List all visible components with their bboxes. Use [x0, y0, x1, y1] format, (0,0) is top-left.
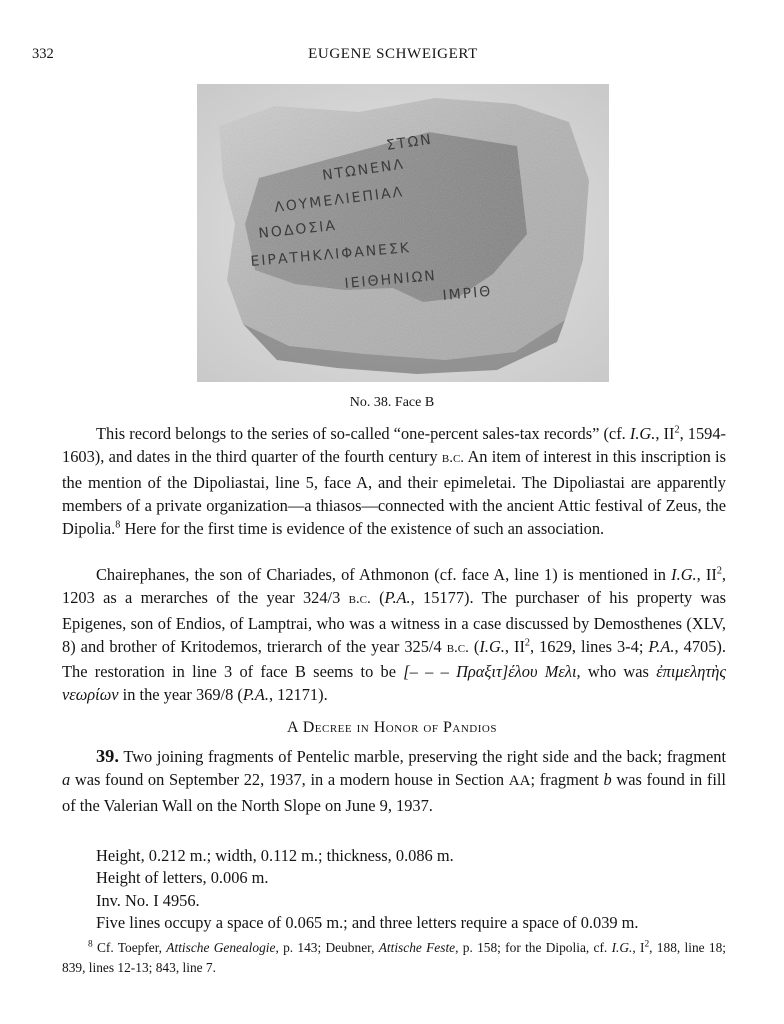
paragraph-sales-tax-records: [62, 422, 726, 540]
para-text: , 15177). The purchaser of his property was Epigenes, son of Endios, of Lamptrai, who was a witness in a case discussed by Demosthenes (XLV, 8) and brother of Kritodemos, trierarch of the year 325/4: [62, 588, 726, 656]
inscription-line: ΝΟΔΟΣΙΑ: [257, 217, 338, 242]
para-text: Chairephanes, the son of Chariades, of Athmonon (cf. face A, line 1) is mentioned in: [96, 565, 672, 584]
entry-number: 39.: [96, 746, 119, 766]
page-header: [32, 46, 754, 68]
figure-caption: No. 38. Face B: [349, 395, 435, 410]
cited-work: Attische Genealogie: [166, 940, 276, 955]
inscription-line: ΛΟΥΜΕΛΙΕΠΙΑΛ: [273, 184, 405, 216]
inscription-line: ΙΕΙΘΗΝΙΩΝ: [343, 267, 438, 292]
footnote-text: Cf. Toepfer,: [92, 940, 167, 955]
entry-39-description: [62, 745, 726, 817]
para-text: was found on September 22, 1937, in a modern house in Section: [70, 770, 509, 790]
para-text: who was: [580, 662, 657, 682]
section-heading: A Decree in Honor of Pandios: [287, 719, 497, 736]
para-text: Here for the first time is evidence of the existence of such an association.: [120, 519, 605, 539]
footnote-text: , p. 143; Deubner,: [275, 940, 379, 955]
era-abbrev: b.c.: [446, 639, 469, 656]
citation-abbrev: I.G.: [671, 565, 697, 584]
superscript: 2: [524, 637, 530, 649]
inscription-line: ΣΤΩΝ: [385, 131, 434, 154]
inscription-line: ΝΤΩΝΕΝΛ: [321, 156, 406, 184]
footnote-mark: 8: [88, 939, 93, 950]
para-text: (: [468, 636, 480, 656]
para-text: Two joining fragments of Pentelic marble, preserving the right side and the back; fragment: [118, 747, 726, 766]
paragraph-chairephanes: [62, 563, 726, 707]
para-text: An item of interest in this inscription is the mention of the Dipoliastai, line 5, face A, and their epimeletai. The Dipoliastai are apparently members of a private organization—a thiasos—connected with the ancient Attic festival of Zeus, the Dipolia.: [62, 447, 726, 539]
inscription-line: ΙΜΡΙΘ: [441, 283, 493, 304]
para-text: , 4705). The restoration in line 3 of face B seems to be: [62, 636, 726, 682]
para-text: (: [370, 588, 385, 608]
era-abbrev: b.c.: [348, 591, 371, 608]
measurement-line: Inv. No. I 4956.: [96, 890, 200, 910]
running-head: EUGENE SCHWEIGERT: [308, 46, 478, 62]
footnote-text: , p. 158; for the Dipolia, cf.: [455, 940, 612, 955]
superscript: 2: [644, 939, 650, 950]
citation-abbrev: P.A.: [384, 588, 411, 608]
superscript: 2: [674, 424, 680, 436]
inscription-line: ΕΙΡΑΤΗΚΛΙΦΑΝΕΣΚ: [249, 240, 412, 270]
era-abbrev: b.c.: [441, 450, 465, 467]
footnote-text: , 188, line 18; 839, lines 12-13; 843, line 7.: [62, 940, 726, 975]
citation-abbrev: I.G.: [611, 940, 633, 955]
para-text: , 12171).: [268, 685, 328, 705]
para-text: , II: [696, 565, 717, 584]
para-text: , 1203 as a merarches of the year 324/3: [62, 565, 726, 608]
footnote-8: [62, 938, 726, 977]
fragment-label: b: [603, 770, 612, 790]
para-text: , 1594-1603), and dates in the third quarter of the fourth century: [62, 424, 726, 467]
footnote-text: , I: [632, 940, 645, 955]
cited-work: Attische Feste: [378, 940, 456, 955]
para-text: This record belongs to the series of so-called “one-percent sales-tax records” (cf.: [96, 424, 630, 443]
greek-restoration: [– – – Πραξιτ]έλου Μελι,: [403, 662, 581, 682]
measurements: [96, 845, 728, 934]
para-text: ; fragment: [530, 770, 604, 790]
measurement-line: Five lines occupy a space of 0.065 m.; and three letters require a space of 0.039 m.: [96, 912, 639, 932]
citation-abbrev: P.A.: [648, 636, 675, 656]
citation-abbrev: P.A.: [242, 685, 269, 705]
inscription-photo: [197, 84, 609, 382]
footnote-ref[interactable]: 8: [115, 519, 121, 531]
measurement-line: Height, 0.212 m.; width, 0.112 m.; thickness, 0.086 m.: [96, 846, 454, 865]
citation-abbrev: I.G.: [629, 424, 656, 443]
citation-abbrev: I.G.: [479, 636, 505, 656]
para-text: , 1629, lines 3-4;: [530, 636, 649, 656]
fragment-label: a: [62, 770, 71, 790]
page-number: 332: [32, 46, 54, 62]
para-text: in the year 369/8 (: [118, 685, 243, 705]
section-label: AA: [508, 773, 531, 790]
para-text: was found in fill of the Valerian Wall on the North Slope on June 9, 1937.: [62, 770, 726, 815]
greek-title: ἐπιμελητὴς νεωρίων: [62, 662, 726, 705]
measurement-line: Height of letters, 0.006 m.: [96, 868, 269, 888]
para-text: , II: [655, 424, 675, 443]
para-text: , II: [504, 636, 525, 656]
stone-fragment-image: [197, 84, 609, 382]
superscript: 2: [716, 565, 722, 577]
